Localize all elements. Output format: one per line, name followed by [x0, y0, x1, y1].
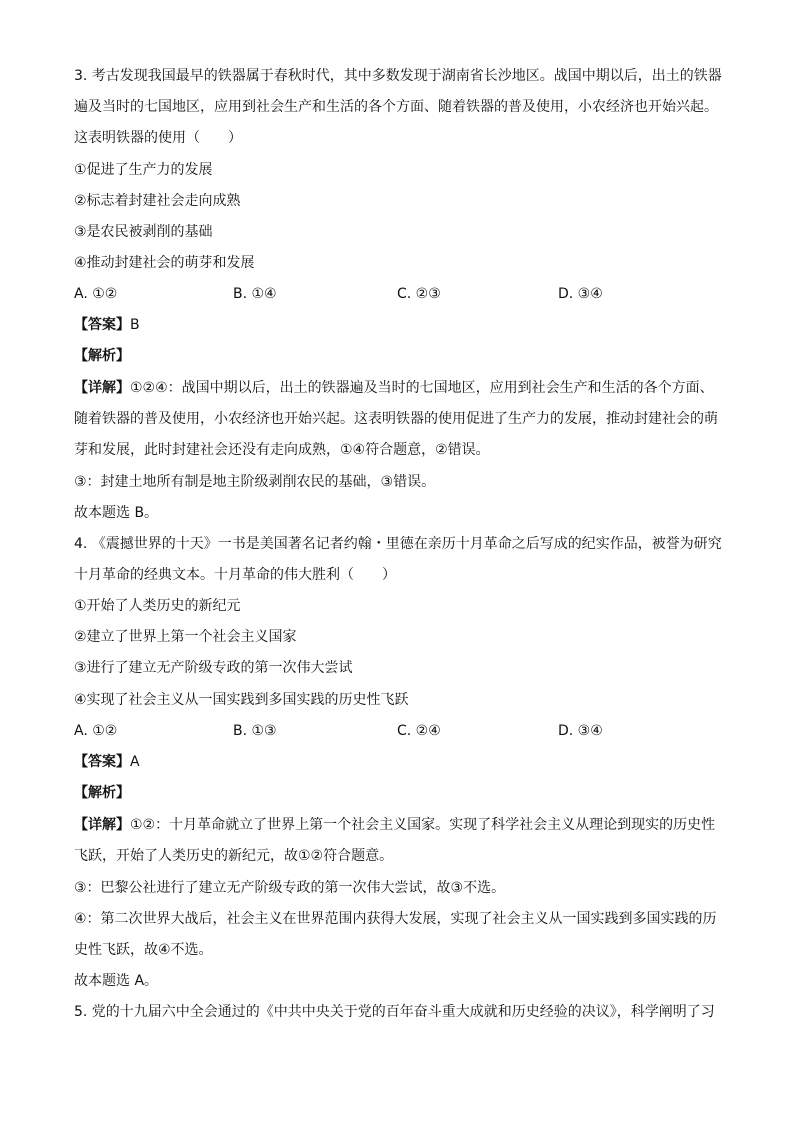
- q4-answer-value: A: [130, 754, 140, 770]
- q3-analysis-label: 【解析】: [74, 348, 130, 364]
- q4-detail-line-2: 飞跃，开始了人类历史的新纪元，故①②符合题意。: [74, 848, 394, 864]
- q3-detail-line-2: 随着铁器的普及使用，小农经济也开始兴起。这表明铁器的使用促进了生产力的发展，推动封建社会的萌: [74, 411, 718, 427]
- q3-option-c: C. ②③: [397, 286, 441, 302]
- q3-detail-line-1: [74, 378, 734, 398]
- q4-detail-line-5: 史性飞跃，故④不选。: [74, 942, 213, 958]
- q3-answer: [74, 315, 734, 335]
- q3-statement-3: ③是农民被剥削的基础: [74, 224, 213, 240]
- q4-statement-4: ④实现了社会主义从一国实践到多国实践的历史性飞跃: [74, 692, 409, 708]
- q4-analysis-tag: [74, 783, 734, 803]
- q4-detail-text-1: ①②：十月革命就立了世界上第一个社会主义国家。实现了科学社会主义从理论到现实的历史性: [130, 817, 716, 833]
- q3-statement-4: ④推动封建社会的萌芽和发展: [74, 255, 255, 271]
- q3-detail-tag: 【详解】: [74, 380, 130, 396]
- q4-option-d: D. ③④: [558, 723, 603, 739]
- q3-detail-line-4: ③：封建土地所有制是地主阶级剥削农民的基础，③错误。: [74, 474, 436, 490]
- q4-statement-1: ①开始了人类历史的新纪元: [74, 598, 241, 614]
- q4-answer: [74, 752, 734, 772]
- q3-option-d: D. ③④: [558, 286, 603, 302]
- q4-detail-tag: 【详解】: [74, 817, 130, 833]
- q3-answer-tag: 【答案】: [74, 317, 130, 333]
- q4-stem-line-1: 4. 《震撼世界的十天》一书是美国著名记者约翰・里德在亲历十月革命之后写成的纪实作品，被誉为研究: [74, 536, 722, 552]
- q3-detail-line-3: 芽和发展，此时封建社会还没有走向成熟，①④符合题意，②错误。: [74, 442, 490, 458]
- q3-detail-line-5: 故本题选 B。: [74, 505, 159, 521]
- q4-detail-line-1: [74, 815, 734, 835]
- q4-statement-3: ③进行了建立无产阶级专政的第一次伟大尝试: [74, 660, 353, 676]
- q5-stem-line-1: 5. 党的十九届六中全会通过的《中共中央关于党的百年奋斗重大成就和历史经验的决议》，科学阐明了习: [74, 1004, 715, 1020]
- q4-detail-line-4: ④：第二次世界大战后，社会主义在世界范围内获得大发展，实现了社会主义从一国实践到多国实践的历: [74, 911, 717, 927]
- q3-option-a: A. ①②: [74, 286, 118, 302]
- q3-statement-2: ②标志着封建社会走向成熟: [74, 193, 241, 209]
- q3-option-b: B. ①④: [233, 286, 277, 302]
- q4-answer-tag: 【答案】: [74, 754, 130, 770]
- q4-detail-line-6: 故本题选 A。: [74, 973, 159, 989]
- q4-option-a: A. ①②: [74, 723, 118, 739]
- q3-stem-line-2: 遍及当时的七国地区，应用到社会生产和生活的各个方面、随着铁器的普及使用，小农经济也开始兴起。: [74, 99, 718, 115]
- q4-stem-line-2: 十月革命的经典文本。十月革命的伟大胜利（ ）: [74, 567, 396, 583]
- q3-statement-1: ①促进了生产力的发展: [74, 162, 213, 178]
- q4-detail-line-3: ③：巴黎公社进行了建立无产阶级专政的第一次伟大尝试，故③不选。: [74, 880, 506, 896]
- q3-answer-value: B: [130, 317, 140, 333]
- q3-analysis-tag: [74, 346, 734, 366]
- q3-detail-text-1: ①②④：战国中期以后，出土的铁器遍及当时的七国地区，应用到社会生产和生活的各个方面、: [130, 380, 714, 396]
- q4-statement-2: ②建立了世界上第一个社会主义国家: [74, 629, 297, 645]
- q4-analysis-label: 【解析】: [74, 785, 130, 801]
- q3-stem-line-3: 这表明铁器的使用（ ）: [74, 130, 242, 146]
- q3-options: [74, 284, 734, 304]
- q4-options: [74, 721, 734, 741]
- q4-option-b: B. ①③: [233, 723, 277, 739]
- q3-stem-line-1: 3. 考古发现我国最早的铁器属于春秋时代，其中多数发现于湖南省长沙地区。战国中期以后，出土的铁器: [74, 68, 722, 84]
- q4-option-c: C. ②④: [397, 723, 441, 739]
